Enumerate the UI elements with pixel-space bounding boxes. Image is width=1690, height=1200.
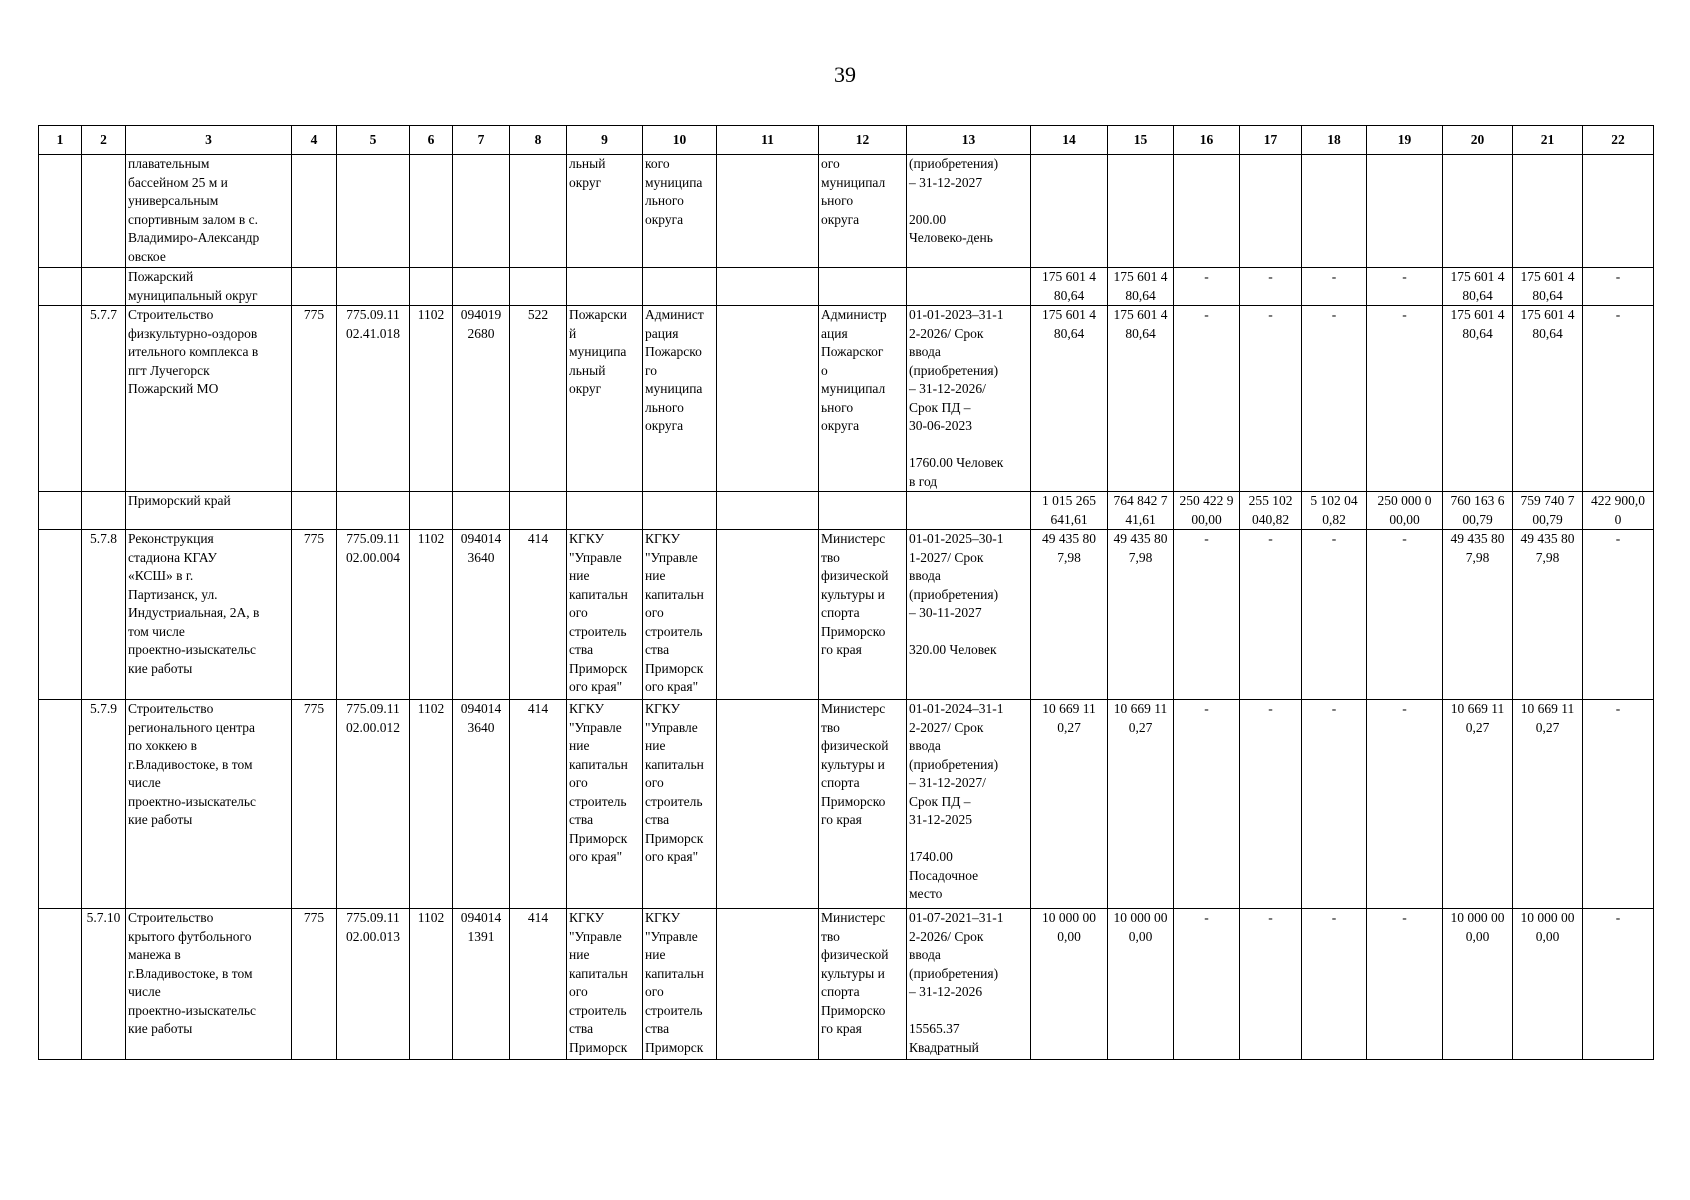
table-cell-col-8: 414 (510, 909, 567, 1060)
table-cell-col-14 (1031, 155, 1108, 268)
table-cell-col-20 (1443, 155, 1513, 268)
col-header: 19 (1367, 126, 1443, 155)
table-cell-col-7 (453, 155, 510, 268)
table-cell-col-4 (292, 492, 337, 530)
table-cell-col-1 (39, 700, 82, 909)
col-header: 7 (453, 126, 510, 155)
table-cell-col-1 (39, 492, 82, 530)
table-cell-col-13: 01-01-2024–31-1 2-2027/ Срок ввода (приобретения) – 31-12-2027/ Срок ПД – 31-12-2025 1740.00 Посадочное место (907, 700, 1031, 909)
table-cell-col-20: 175 601 4 80,64 (1443, 306, 1513, 492)
table-cell-col-19: - (1367, 268, 1443, 306)
table-cell-col-9: КГКУ "Управле ние капитальн ого строитель ства Приморск ого края" (567, 700, 643, 909)
col-header: 2 (82, 126, 126, 155)
table-cell-col-13: (приобретения) – 31-12-2027 200.00 Человеко-день (907, 155, 1031, 268)
table-cell-col-15: 175 601 4 80,64 (1108, 268, 1174, 306)
table-cell-col-19: - (1367, 909, 1443, 1060)
table-cell-col-1 (39, 530, 82, 700)
page-number: 39 (834, 62, 856, 87)
table-row (39, 530, 1654, 700)
col-header: 15 (1108, 126, 1174, 155)
table-cell-col-20: 760 163 6 00,79 (1443, 492, 1513, 530)
table-cell-col-21: 175 601 4 80,64 (1513, 306, 1583, 492)
table-cell-col-16: 250 422 9 00,00 (1174, 492, 1240, 530)
col-header: 5 (337, 126, 410, 155)
table-cell-col-9 (567, 492, 643, 530)
table-cell-col-21: 759 740 7 00,79 (1513, 492, 1583, 530)
table-cell-col-12: Министерс тво физической культуры и спорта Приморско го края (819, 530, 907, 700)
table-cell-col-8: 414 (510, 530, 567, 700)
table-row (39, 155, 1654, 268)
table-cell-col-2: 5.7.10 (82, 909, 126, 1060)
table-cell-col-5 (337, 492, 410, 530)
table-cell-col-12: Министерс тво физической культуры и спорта Приморско го края (819, 909, 907, 1060)
col-header: 6 (410, 126, 453, 155)
table-cell-col-1 (39, 155, 82, 268)
table-cell-col-16 (1174, 155, 1240, 268)
table-cell-col-3: Строительство физкультурно-оздоров ительного комплекса в пгт Лучегорск Пожарский МО (126, 306, 292, 492)
col-header: 1 (39, 126, 82, 155)
table-cell-col-9: КГКУ "Управле ние капитальн ого строитель ства Приморск ого края" (567, 530, 643, 700)
table-cell-col-18: - (1302, 530, 1367, 700)
table-cell-col-2 (82, 268, 126, 306)
table-cell-col-1 (39, 268, 82, 306)
table-cell-col-20: 49 435 80 7,98 (1443, 530, 1513, 700)
table-cell-col-10: КГКУ "Управле ние капитальн ого строитель ства Приморск (643, 909, 717, 1060)
table-cell-col-3: плавательным бассейном 25 м и универсальным спортивным залом в с. Владимиро-Александр овское (126, 155, 292, 268)
col-header: 20 (1443, 126, 1513, 155)
table-cell-col-6: 1102 (410, 306, 453, 492)
table-cell-col-12: Министерс тво физической культуры и спорта Приморско го края (819, 700, 907, 909)
table-cell-col-19 (1367, 155, 1443, 268)
budget-table (38, 125, 1654, 1060)
table-cell-col-2 (82, 492, 126, 530)
table-cell-col-12: ого муниципал ьного округа (819, 155, 907, 268)
col-header: 9 (567, 126, 643, 155)
table-cell-col-17: - (1240, 530, 1302, 700)
table-cell-col-22 (1583, 155, 1654, 268)
col-header: 18 (1302, 126, 1367, 155)
table-cell-col-15: 49 435 80 7,98 (1108, 530, 1174, 700)
table-cell-col-17: 255 102 040,82 (1240, 492, 1302, 530)
table-cell-col-3: Пожарский муниципальный округ (126, 268, 292, 306)
table-cell-col-4 (292, 155, 337, 268)
table-cell-col-2: 5.7.9 (82, 700, 126, 909)
table-cell-col-17: - (1240, 909, 1302, 1060)
table-cell-col-19: - (1367, 306, 1443, 492)
col-header: 4 (292, 126, 337, 155)
table-cell-col-11 (717, 909, 819, 1060)
table-cell-col-21 (1513, 155, 1583, 268)
table-cell-col-17: - (1240, 700, 1302, 909)
table-cell-col-13 (907, 268, 1031, 306)
table-cell-col-19: - (1367, 530, 1443, 700)
col-header: 11 (717, 126, 819, 155)
table-row (39, 268, 1654, 306)
table-cell-col-10: КГКУ "Управле ние капитальн ого строитель ства Приморск ого края" (643, 700, 717, 909)
table-cell-col-13: 01-01-2023–31-1 2-2026/ Срок ввода (приобретения) – 31-12-2026/ Срок ПД – 30-06-2023 1760.00 Человек в год (907, 306, 1031, 492)
table-cell-col-8: 522 (510, 306, 567, 492)
table-cell-col-15: 10 669 11 0,27 (1108, 700, 1174, 909)
table-cell-col-12: Администр ация Пожарског о муниципал ьного округа (819, 306, 907, 492)
table-cell-col-12 (819, 492, 907, 530)
table-cell-col-22: - (1583, 306, 1654, 492)
table-cell-col-21: 10 669 11 0,27 (1513, 700, 1583, 909)
table-cell-col-14: 175 601 4 80,64 (1031, 268, 1108, 306)
table-cell-col-10: Админист рация Пожарско го муниципа льного округа (643, 306, 717, 492)
table-cell-col-17 (1240, 155, 1302, 268)
table-cell-col-4: 775 (292, 909, 337, 1060)
table-cell-col-11 (717, 492, 819, 530)
table-cell-col-19: 250 000 0 00,00 (1367, 492, 1443, 530)
col-header: 8 (510, 126, 567, 155)
table-cell-col-14: 175 601 4 80,64 (1031, 306, 1108, 492)
table-cell-col-6: 1102 (410, 700, 453, 909)
col-header: 10 (643, 126, 717, 155)
table-cell-col-11 (717, 155, 819, 268)
table-cell-col-8 (510, 155, 567, 268)
table-cell-col-22: 422 900,0 0 (1583, 492, 1654, 530)
table-cell-col-11 (717, 700, 819, 909)
table-cell-col-13 (907, 492, 1031, 530)
table-cell-col-16: - (1174, 700, 1240, 909)
table-cell-col-18: - (1302, 909, 1367, 1060)
table-cell-col-14: 10 669 11 0,27 (1031, 700, 1108, 909)
table-cell-col-7: 094019 2680 (453, 306, 510, 492)
table-cell-col-16: - (1174, 530, 1240, 700)
table-cell-col-8: 414 (510, 700, 567, 909)
col-header: 12 (819, 126, 907, 155)
table-cell-col-4: 775 (292, 700, 337, 909)
table-cell-col-20: 10 669 11 0,27 (1443, 700, 1513, 909)
table-cell-col-1 (39, 306, 82, 492)
table-cell-col-3: Реконструкция стадиона КГАУ «КСШ» в г. Партизанск, ул. Индустриальная, 2А, в том числе проектно-изыскательс кие работы (126, 530, 292, 700)
table-cell-col-12 (819, 268, 907, 306)
table-cell-col-3: Строительство крытого футбольного манежа в г.Владивостоке, в том числе проектно-изыскательс кие работы (126, 909, 292, 1060)
table-cell-col-5 (337, 268, 410, 306)
table-cell-col-6: 1102 (410, 530, 453, 700)
table-cell-col-5: 775.09.11 02.00.013 (337, 909, 410, 1060)
table-cell-col-2 (82, 155, 126, 268)
table-cell-col-7: 094014 3640 (453, 700, 510, 909)
table-cell-col-6 (410, 492, 453, 530)
table-cell-col-18 (1302, 155, 1367, 268)
table-cell-col-21: 175 601 4 80,64 (1513, 268, 1583, 306)
table-cell-col-7: 094014 1391 (453, 909, 510, 1060)
table-cell-col-5 (337, 155, 410, 268)
table-cell-col-6: 1102 (410, 909, 453, 1060)
table-cell-col-11 (717, 306, 819, 492)
table-cell-col-17: - (1240, 306, 1302, 492)
table-cell-col-10: КГКУ "Управле ние капитальн ого строитель ства Приморск ого края" (643, 530, 717, 700)
table-row (39, 909, 1654, 1060)
table-cell-col-18: - (1302, 306, 1367, 492)
table-cell-col-10 (643, 268, 717, 306)
table-cell-col-20: 175 601 4 80,64 (1443, 268, 1513, 306)
table-cell-col-13: 01-07-2021–31-1 2-2026/ Срок ввода (приобретения) – 31-12-2026 15565.37 Квадратный (907, 909, 1031, 1060)
table-cell-col-2: 5.7.8 (82, 530, 126, 700)
table-cell-col-8 (510, 492, 567, 530)
table-cell-col-9: льный округ (567, 155, 643, 268)
col-header: 3 (126, 126, 292, 155)
table-cell-col-6 (410, 155, 453, 268)
table-cell-col-11 (717, 530, 819, 700)
table-cell-col-17: - (1240, 268, 1302, 306)
table-cell-col-7 (453, 492, 510, 530)
table-cell-col-9: Пожарски й муниципа льный округ (567, 306, 643, 492)
table-row (39, 306, 1654, 492)
table-cell-col-13: 01-01-2025–30-1 1-2027/ Срок ввода (приобретения) – 30-11-2027 320.00 Человек (907, 530, 1031, 700)
table-cell-col-21: 49 435 80 7,98 (1513, 530, 1583, 700)
table-cell-col-16: - (1174, 268, 1240, 306)
table-cell-col-4: 775 (292, 530, 337, 700)
col-header: 14 (1031, 126, 1108, 155)
table-cell-col-19: - (1367, 700, 1443, 909)
table-cell-col-16: - (1174, 306, 1240, 492)
table-cell-col-14: 49 435 80 7,98 (1031, 530, 1108, 700)
table-cell-col-5: 775.09.11 02.41.018 (337, 306, 410, 492)
table-cell-col-22: - (1583, 700, 1654, 909)
table-cell-col-10: кого муниципа льного округа (643, 155, 717, 268)
table-cell-col-4: 775 (292, 306, 337, 492)
table-cell-col-15: 175 601 4 80,64 (1108, 306, 1174, 492)
table-row (39, 700, 1654, 909)
table-cell-col-14: 10 000 00 0,00 (1031, 909, 1108, 1060)
col-header: 17 (1240, 126, 1302, 155)
table-cell-col-18: - (1302, 268, 1367, 306)
table-cell-col-21: 10 000 00 0,00 (1513, 909, 1583, 1060)
table-cell-col-16: - (1174, 909, 1240, 1060)
col-header: 22 (1583, 126, 1654, 155)
table-cell-col-7 (453, 268, 510, 306)
table-cell-col-5: 775.09.11 02.00.012 (337, 700, 410, 909)
table-cell-col-11 (717, 268, 819, 306)
table-cell-col-6 (410, 268, 453, 306)
col-header: 21 (1513, 126, 1583, 155)
table-cell-col-15: 10 000 00 0,00 (1108, 909, 1174, 1060)
table-cell-col-9: КГКУ "Управле ние капитальн ого строитель ства Приморск (567, 909, 643, 1060)
table-cell-col-14: 1 015 265 641,61 (1031, 492, 1108, 530)
table-cell-col-7: 094014 3640 (453, 530, 510, 700)
table-cell-col-2: 5.7.7 (82, 306, 126, 492)
table-cell-col-18: - (1302, 700, 1367, 909)
table-cell-col-22: - (1583, 909, 1654, 1060)
table-cell-col-4 (292, 268, 337, 306)
table-cell-col-22: - (1583, 530, 1654, 700)
table-cell-col-8 (510, 268, 567, 306)
col-header: 13 (907, 126, 1031, 155)
table-row (39, 492, 1654, 530)
table-cell-col-5: 775.09.11 02.00.004 (337, 530, 410, 700)
table-cell-col-3: Строительство регионального центра по хоккею в г.Владивостоке, в том числе проектно-изыскательс кие работы (126, 700, 292, 909)
col-header: 16 (1174, 126, 1240, 155)
header-row (39, 126, 1654, 155)
table-cell-col-15: 764 842 7 41,61 (1108, 492, 1174, 530)
table-cell-col-18: 5 102 04 0,82 (1302, 492, 1367, 530)
table-cell-col-15 (1108, 155, 1174, 268)
table-cell-col-3: Приморский край (126, 492, 292, 530)
table-cell-col-20: 10 000 00 0,00 (1443, 909, 1513, 1060)
table-cell-col-22: - (1583, 268, 1654, 306)
table-cell-col-9 (567, 268, 643, 306)
table-cell-col-1 (39, 909, 82, 1060)
table-cell-col-10 (643, 492, 717, 530)
